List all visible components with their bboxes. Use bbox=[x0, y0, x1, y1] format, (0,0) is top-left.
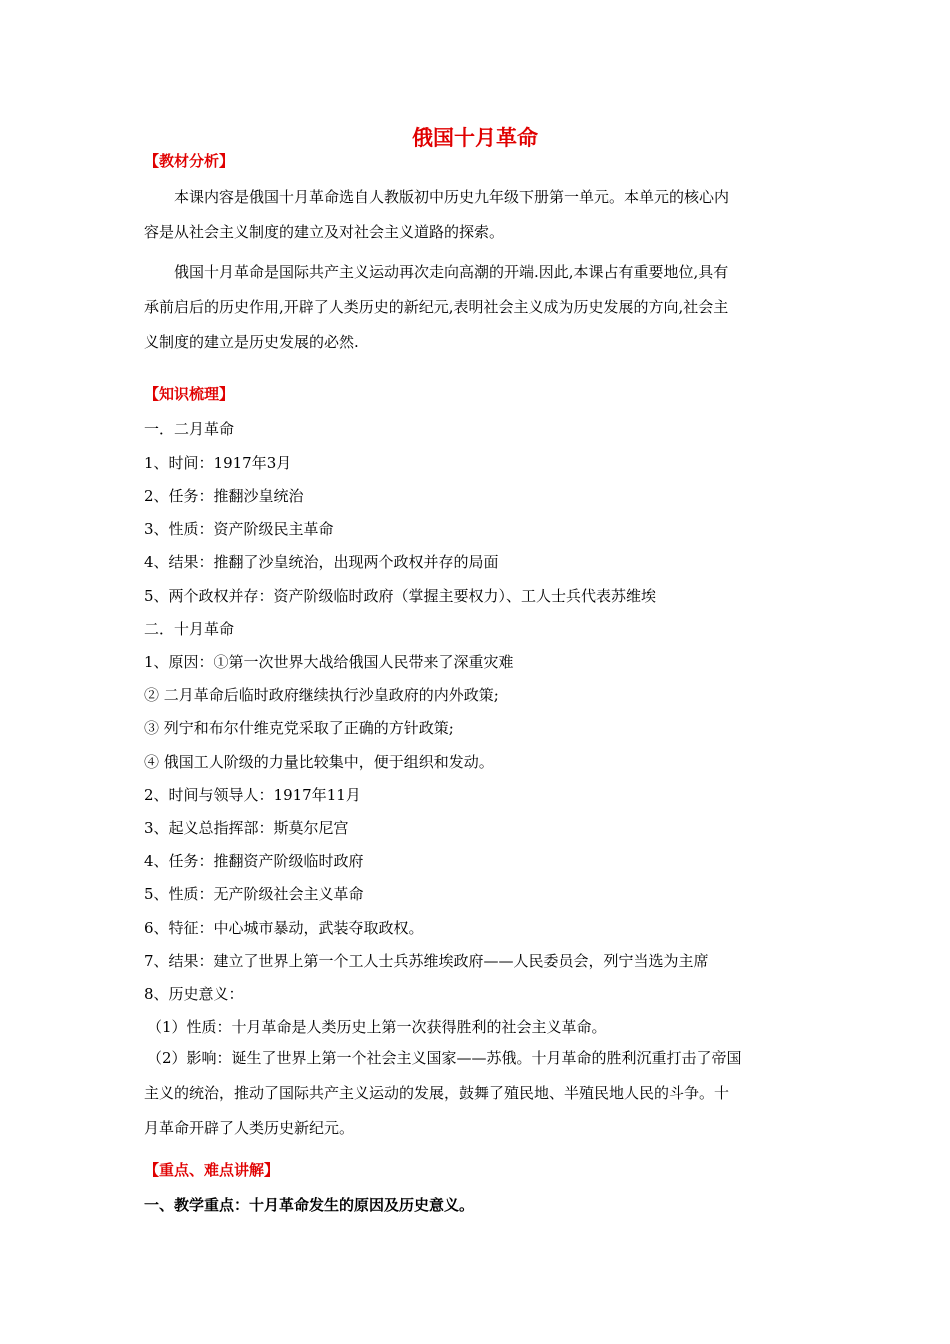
list-item: 3、起义总指挥部：斯莫尔尼宫 bbox=[144, 819, 349, 837]
list-item: 7、结果：建立了世界上第一个工人士兵苏维埃政府——人民委员会，列宁当选为主席 bbox=[144, 952, 709, 970]
text-line: 月革命开辟了人类历史新纪元。 bbox=[144, 1119, 355, 1137]
list-item: 2、时间与领导人：1917年11月 bbox=[144, 786, 361, 804]
section-heading-key-points: 【重点、难点讲解】 bbox=[144, 1161, 280, 1179]
text-line: 容是从社会主义制度的建立及对社会主义道路的探索。 bbox=[144, 223, 505, 241]
analysis-paragraph-2 bbox=[144, 255, 806, 360]
list-item: 4、结果：推翻了沙皇统治，出现两个政权并存的局面 bbox=[144, 553, 499, 571]
list-item: 1、时间：1917年3月 bbox=[144, 454, 292, 472]
list-item: 1、原因：①第一次世界大战给俄国人民带来了深重灾难 bbox=[144, 653, 514, 671]
subsection-title-february: 一．二月革命 bbox=[144, 420, 235, 438]
text-line: 主义的统治，推动了国际共产主义运动的发展，鼓舞了殖民地、半殖民地人民的斗争。十 bbox=[144, 1084, 730, 1102]
key-point-item: 一、教学重点：十月革命发生的原因及历史意义。 bbox=[144, 1196, 475, 1214]
text-line: 义制度的建立是历史发展的必然. bbox=[144, 333, 359, 351]
text-line: 承前启后的历史作用,开辟了人类历史的新纪元,表明社会主义成为历史发展的方向,社会主 bbox=[144, 298, 729, 316]
list-item: 5、性质：无产阶级社会主义革命 bbox=[144, 885, 364, 903]
text-line: （2）影响：诞生了世界上第一个社会主义国家——苏俄。十月革命的胜利沉重打击了帝国 bbox=[147, 1049, 742, 1067]
list-item: ③ 列宁和布尔什维克党采取了正确的方针政策; bbox=[144, 719, 454, 737]
significance-nature: （1）性质：十月革命是人类历史上第一次获得胜利的社会主义革命。 bbox=[147, 1018, 607, 1036]
list-item: ④ 俄国工人阶级的力量比较集中，便于组织和发动。 bbox=[144, 753, 494, 771]
text-line: 本课内容是俄国十月革命选自人教版初中历史九年级下册第一单元。本单元的核心内 bbox=[174, 188, 730, 206]
section-heading-knowledge: 【知识梳理】 bbox=[144, 385, 235, 403]
list-item: 6、特征：中心城市暴动，武装夺取政权。 bbox=[144, 919, 424, 937]
list-item: 5、两个政权并存：资产阶级临时政府（掌握主要权力）、工人士兵代表苏维埃 bbox=[144, 587, 657, 605]
document-title: 俄国十月革命 bbox=[412, 125, 538, 150]
subsection-title-october: 二．十月革命 bbox=[144, 620, 235, 638]
list-item: ② 二月革命后临时政府继续执行沙皇政府的内外政策; bbox=[144, 686, 499, 704]
analysis-paragraph-1 bbox=[144, 180, 806, 250]
list-item: 2、任务：推翻沙皇统治 bbox=[144, 487, 304, 505]
list-item: 3、性质：资产阶级民主革命 bbox=[144, 520, 334, 538]
text-line: 俄国十月革命是国际共产主义运动再次走向高潮的开端.因此,本课占有重要地位,具有 bbox=[174, 263, 729, 281]
list-item: 4、任务：推翻资产阶级临时政府 bbox=[144, 852, 364, 870]
list-item: 8、历史意义： bbox=[144, 985, 244, 1003]
significance-impact bbox=[144, 1041, 806, 1146]
section-heading-analysis: 【教材分析】 bbox=[144, 152, 235, 170]
